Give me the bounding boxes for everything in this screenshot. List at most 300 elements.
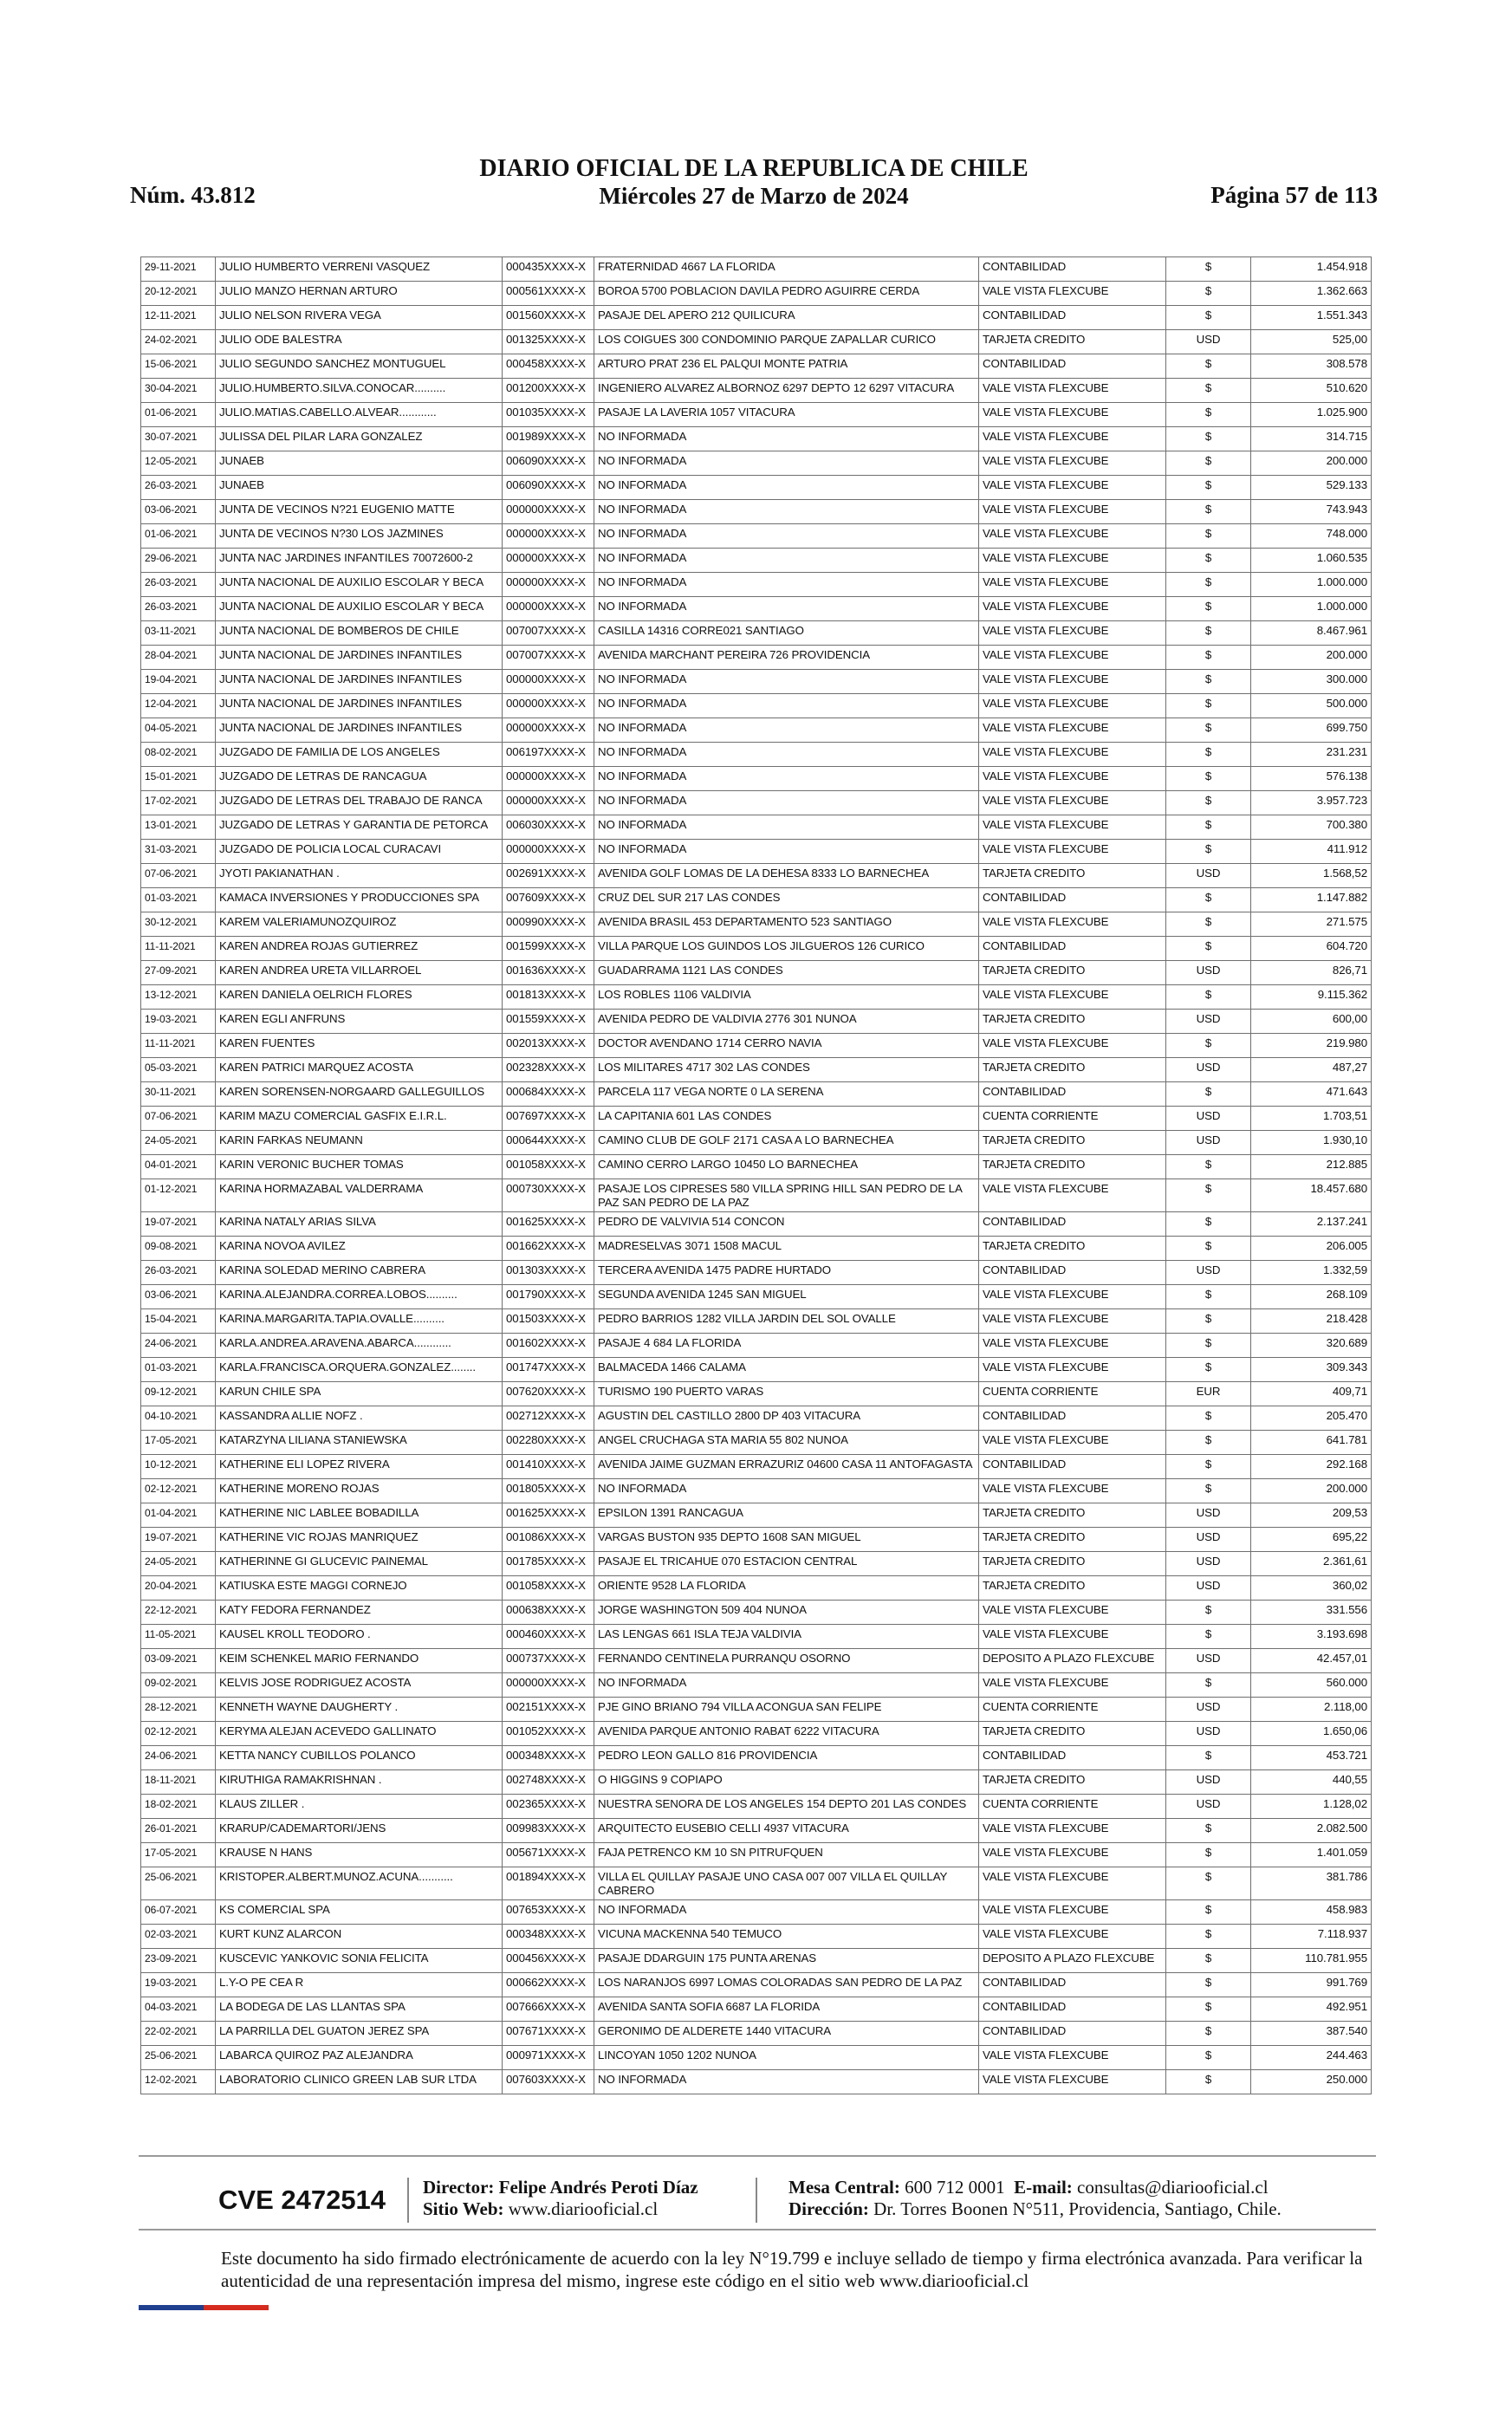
cell-date: 01-06-2021 — [141, 524, 216, 549]
cell-rut: 000000XXXX-X — [503, 573, 594, 597]
email-link[interactable]: consultas@diariooficial.cl — [1077, 2177, 1269, 2198]
cell-date: 10-12-2021 — [141, 1455, 216, 1479]
cell-rut: 000000XXXX-X — [503, 597, 594, 621]
cell-currency: $ — [1166, 524, 1251, 549]
cell-name: KARLA.ANDREA.ARAVENA.ABARCA............ — [216, 1334, 503, 1358]
cell-currency: $ — [1166, 1973, 1251, 1997]
cell-product: TARJETA CREDITO — [979, 1058, 1166, 1082]
cell-address: LINCOYAN 1050 1202 NUNOA — [594, 2046, 979, 2070]
cell-rut: 002691XXXX-X — [503, 864, 594, 888]
cell-currency: $ — [1166, 646, 1251, 670]
cell-product: CONTABILIDAD — [979, 1261, 1166, 1285]
cell-product: VALE VISTA FLEXCUBE — [979, 791, 1166, 815]
cell-rut: 000000XXXX-X — [503, 791, 594, 815]
cell-amount: 604.720 — [1251, 937, 1372, 961]
cell-address: NO INFORMADA — [594, 451, 979, 476]
cell-currency: $ — [1166, 840, 1251, 864]
cell-product: CONTABILIDAD — [979, 1406, 1166, 1431]
cell-product: VALE VISTA FLEXCUBE — [979, 1285, 1166, 1309]
cell-date: 05-03-2021 — [141, 1058, 216, 1082]
cell-date: 22-12-2021 — [141, 1601, 216, 1625]
contact-line: Mesa Central: 600 712 0001 E-mail: consultas@diariooficial.cl — [788, 2177, 1269, 2198]
table-row — [141, 912, 1372, 937]
cell-amount: 219.980 — [1251, 1034, 1372, 1058]
cell-date: 22-02-2021 — [141, 2022, 216, 2046]
cell-product: TARJETA CREDITO — [979, 1010, 1166, 1034]
cell-name: KAREN ANDREA URETA VILLARROEL — [216, 961, 503, 985]
cell-name: JUNTA NACIONAL DE JARDINES INFANTILES — [216, 718, 503, 743]
cell-product: TARJETA CREDITO — [979, 1503, 1166, 1528]
cell-name: JUNTA NACIONAL DE JARDINES INFANTILES — [216, 670, 503, 694]
cell-product: CONTABILIDAD — [979, 1082, 1166, 1107]
cell-date: 03-06-2021 — [141, 500, 216, 524]
cell-currency: $ — [1166, 549, 1251, 573]
cell-currency: $ — [1166, 1406, 1251, 1431]
website-line: Sitio Web: www.diariooficial.cl — [423, 2198, 659, 2219]
cell-amount: 695,22 — [1251, 1528, 1372, 1552]
cell-currency: USD — [1166, 1576, 1251, 1601]
page-header — [130, 156, 1378, 217]
table-row — [141, 694, 1372, 718]
table-row — [141, 767, 1372, 791]
cell-name: KRAUSE N HANS — [216, 1843, 503, 1867]
cell-amount: 381.786 — [1251, 1867, 1372, 1900]
cell-date: 01-12-2021 — [141, 1179, 216, 1212]
cell-rut: 007603XXXX-X — [503, 2070, 594, 2094]
cell-name: KAREN SORENSEN-NORGAARD GALLEGUILLOS — [216, 1082, 503, 1107]
cell-rut: 000000XXXX-X — [503, 767, 594, 791]
cell-date: 12-02-2021 — [141, 2070, 216, 2094]
cell-name: JULIO.MATIAS.CABELLO.ALVEAR............ — [216, 403, 503, 427]
cell-name: KARIN FARKAS NEUMANN — [216, 1131, 503, 1155]
cell-name: KURT KUNZ ALARCON — [216, 1925, 503, 1949]
cell-currency: USD — [1166, 1552, 1251, 1576]
cell-amount: 206.005 — [1251, 1237, 1372, 1261]
cell-address: NO INFORMADA — [594, 427, 979, 451]
cell-currency: $ — [1166, 1285, 1251, 1309]
cell-currency: $ — [1166, 791, 1251, 815]
cell-product: CONTABILIDAD — [979, 937, 1166, 961]
issue-number: Núm. 43.812 — [130, 182, 256, 208]
cell-amount: 576.138 — [1251, 767, 1372, 791]
table-row — [141, 985, 1372, 1010]
cell-rut: 001599XXXX-X — [503, 937, 594, 961]
cell-date: 04-01-2021 — [141, 1155, 216, 1179]
cell-address: NO INFORMADA — [594, 840, 979, 864]
table-row — [141, 646, 1372, 670]
cell-date: 02-12-2021 — [141, 1722, 216, 1746]
table-row — [141, 937, 1372, 961]
cell-name: JYOTI PAKIANATHAN . — [216, 864, 503, 888]
cell-rut: 002328XXXX-X — [503, 1058, 594, 1082]
cell-product: VALE VISTA FLEXCUBE — [979, 524, 1166, 549]
cell-address: FERNANDO CENTINELA PURRANQU OSORNO — [594, 1649, 979, 1673]
table-row — [141, 815, 1372, 840]
cell-name: KAUSEL KROLL TEODORO . — [216, 1625, 503, 1649]
cell-rut: 001625XXXX-X — [503, 1212, 594, 1237]
cell-product: VALE VISTA FLEXCUBE — [979, 621, 1166, 646]
cell-amount: 314.715 — [1251, 427, 1372, 451]
cell-product: TARJETA CREDITO — [979, 330, 1166, 354]
cell-currency: $ — [1166, 354, 1251, 379]
cell-address: VILLA PARQUE LOS GUINDOS LOS JILGUEROS 126 CURICO — [594, 937, 979, 961]
table-row — [141, 1795, 1372, 1819]
cell-name: KAREN FUENTES — [216, 1034, 503, 1058]
cell-date: 03-11-2021 — [141, 621, 216, 646]
cell-amount: 300.000 — [1251, 670, 1372, 694]
table-row — [141, 670, 1372, 694]
cell-currency: $ — [1166, 815, 1251, 840]
cell-amount: 200.000 — [1251, 1479, 1372, 1503]
cell-product: DEPOSITO A PLAZO FLEXCUBE — [979, 1949, 1166, 1973]
cell-currency: USD — [1166, 330, 1251, 354]
cell-address: AVENIDA SANTA SOFIA 6687 LA FLORIDA — [594, 1997, 979, 2022]
cell-date: 02-03-2021 — [141, 1925, 216, 1949]
cell-date: 04-05-2021 — [141, 718, 216, 743]
cell-name: JUZGADO DE LETRAS DE RANCAGUA — [216, 767, 503, 791]
cell-date: 20-04-2021 — [141, 1576, 216, 1601]
cell-name: JUZGADO DE FAMILIA DE LOS ANGELES — [216, 743, 503, 767]
table-row — [141, 476, 1372, 500]
cell-rut: 002013XXXX-X — [503, 1034, 594, 1058]
cell-amount: 3.957.723 — [1251, 791, 1372, 815]
cell-name: JUNAEB — [216, 451, 503, 476]
cell-address: AGUSTIN DEL CASTILLO 2800 DP 403 VITACURA — [594, 1406, 979, 1431]
cell-rut: 000000XXXX-X — [503, 694, 594, 718]
cell-date: 19-07-2021 — [141, 1212, 216, 1237]
cell-amount: 205.470 — [1251, 1406, 1372, 1431]
cell-date: 07-06-2021 — [141, 864, 216, 888]
cell-amount: 1.401.059 — [1251, 1843, 1372, 1867]
cell-address: NO INFORMADA — [594, 694, 979, 718]
cell-product: VALE VISTA FLEXCUBE — [979, 379, 1166, 403]
header-center — [130, 156, 1378, 210]
cell-rut: 001747XXXX-X — [503, 1358, 594, 1382]
cell-product: TARJETA CREDITO — [979, 1552, 1166, 1576]
cell-currency: $ — [1166, 937, 1251, 961]
cell-address: NO INFORMADA — [594, 767, 979, 791]
table-row — [141, 1746, 1372, 1770]
table-row — [141, 1212, 1372, 1237]
cell-date: 07-06-2021 — [141, 1107, 216, 1131]
cell-rut: 005671XXXX-X — [503, 1843, 594, 1867]
cell-product: VALE VISTA FLEXCUBE — [979, 451, 1166, 476]
table-row — [141, 1673, 1372, 1698]
cell-date: 26-03-2021 — [141, 476, 216, 500]
cell-currency: $ — [1166, 1601, 1251, 1625]
table-row — [141, 1261, 1372, 1285]
cell-currency: $ — [1166, 1479, 1251, 1503]
address-line: Dirección: Dr. Torres Boonen N°511, Providencia, Santiago, Chile. — [788, 2198, 1282, 2219]
cell-rut: 001662XXXX-X — [503, 1237, 594, 1261]
cell-product: VALE VISTA FLEXCUBE — [979, 549, 1166, 573]
table-row — [141, 282, 1372, 306]
cell-amount: 271.575 — [1251, 912, 1372, 937]
cell-currency: $ — [1166, 1212, 1251, 1237]
cell-address: ARQUITECTO EUSEBIO CELLI 4937 VITACURA — [594, 1819, 979, 1843]
table-row — [141, 379, 1372, 403]
cell-amount: 212.885 — [1251, 1155, 1372, 1179]
cell-product: VALE VISTA FLEXCUBE — [979, 1309, 1166, 1334]
cell-date: 09-08-2021 — [141, 1237, 216, 1261]
cell-product: VALE VISTA FLEXCUBE — [979, 476, 1166, 500]
cell-date: 06-07-2021 — [141, 1900, 216, 1925]
cell-name: KAMACA INVERSIONES Y PRODUCCIONES SPA — [216, 888, 503, 912]
cell-address: NO INFORMADA — [594, 718, 979, 743]
cell-rut: 000638XXXX-X — [503, 1601, 594, 1625]
table-row — [141, 1819, 1372, 1843]
cell-currency: $ — [1166, 1925, 1251, 1949]
cell-product: VALE VISTA FLEXCUBE — [979, 1601, 1166, 1625]
cell-rut: 001503XXXX-X — [503, 1309, 594, 1334]
cell-address: NO INFORMADA — [594, 815, 979, 840]
table-row — [141, 1406, 1372, 1431]
cell-amount: 487,27 — [1251, 1058, 1372, 1082]
cell-product: VALE VISTA FLEXCUBE — [979, 1334, 1166, 1358]
cell-rut: 000644XXXX-X — [503, 1131, 594, 1155]
cell-name: JUZGADO DE LETRAS DEL TRABAJO DE RANCA — [216, 791, 503, 815]
cell-date: 28-12-2021 — [141, 1698, 216, 1722]
cell-name: KENNETH WAYNE DAUGHERTY . — [216, 1698, 503, 1722]
cell-rut: 000000XXXX-X — [503, 524, 594, 549]
cell-product: VALE VISTA FLEXCUBE — [979, 1179, 1166, 1212]
cell-product: TARJETA CREDITO — [979, 961, 1166, 985]
cell-amount: 1.930,10 — [1251, 1131, 1372, 1155]
cell-rut: 007007XXXX-X — [503, 646, 594, 670]
cell-name: JUNTA DE VECINOS N?30 LOS JAZMINES — [216, 524, 503, 549]
cell-currency: USD — [1166, 1131, 1251, 1155]
table-row — [141, 961, 1372, 985]
cell-address: NO INFORMADA — [594, 1479, 979, 1503]
cell-address: AVENIDA PARQUE ANTONIO RABAT 6222 VITACURA — [594, 1722, 979, 1746]
cell-amount: 1.060.535 — [1251, 549, 1372, 573]
cell-address: ARTURO PRAT 236 EL PALQUI MONTE PATRIA — [594, 354, 979, 379]
table-row — [141, 1698, 1372, 1722]
cell-currency: $ — [1166, 2046, 1251, 2070]
cell-address: JORGE WASHINGTON 509 404 NUNOA — [594, 1601, 979, 1625]
cell-currency: $ — [1166, 1867, 1251, 1900]
cell-date: 29-11-2021 — [141, 257, 216, 282]
cell-currency: $ — [1166, 1431, 1251, 1455]
cell-date: 24-06-2021 — [141, 1746, 216, 1770]
table-row — [141, 1131, 1372, 1155]
cell-date: 09-12-2021 — [141, 1382, 216, 1406]
cell-rut: 002748XXXX-X — [503, 1770, 594, 1795]
cell-date: 24-05-2021 — [141, 1552, 216, 1576]
cell-name: KAREN DANIELA OELRICH FLORES — [216, 985, 503, 1010]
website-link[interactable]: www.diariooficial.cl — [508, 2198, 659, 2219]
cell-address: PARCELA 117 VEGA NORTE 0 LA SERENA — [594, 1082, 979, 1107]
cell-product: TARJETA CREDITO — [979, 864, 1166, 888]
cell-amount: 18.457.680 — [1251, 1179, 1372, 1212]
cell-name: KASSANDRA ALLIE NOFZ . — [216, 1406, 503, 1431]
table-row — [141, 888, 1372, 912]
cell-rut: 007620XXXX-X — [503, 1382, 594, 1406]
cell-date: 26-01-2021 — [141, 1819, 216, 1843]
table-row — [141, 1309, 1372, 1334]
cell-address: GERONIMO DE ALDERETE 1440 VITACURA — [594, 2022, 979, 2046]
cell-amount: 458.983 — [1251, 1900, 1372, 1925]
cell-product: VALE VISTA FLEXCUBE — [979, 1625, 1166, 1649]
cell-currency: $ — [1166, 500, 1251, 524]
cell-name: KARINA HORMAZABAL VALDERRAMA — [216, 1179, 503, 1212]
cell-date: 27-09-2021 — [141, 961, 216, 985]
cell-currency: $ — [1166, 912, 1251, 937]
cell-amount: 42.457,01 — [1251, 1649, 1372, 1673]
table-row — [141, 2070, 1372, 2094]
cell-address: PEDRO DE VALVIVIA 514 CONCON — [594, 1212, 979, 1237]
cell-address: LOS NARANJOS 6997 LOMAS COLORADAS SAN PEDRO DE LA PAZ — [594, 1973, 979, 1997]
cell-address: PEDRO LEON GALLO 816 PROVIDENCIA — [594, 1746, 979, 1770]
table-row — [141, 306, 1372, 330]
cell-product: CONTABILIDAD — [979, 1746, 1166, 1770]
cell-currency: $ — [1166, 1673, 1251, 1698]
table-row — [141, 1552, 1372, 1576]
cell-product: VALE VISTA FLEXCUBE — [979, 597, 1166, 621]
cell-amount: 1.147.882 — [1251, 888, 1372, 912]
cell-rut: 007666XXXX-X — [503, 1997, 594, 2022]
cell-name: JUNTA NACIONAL DE JARDINES INFANTILES — [216, 646, 503, 670]
cell-address: LA CAPITANIA 601 LAS CONDES — [594, 1107, 979, 1131]
cell-name: JUZGADO DE LETRAS Y GARANTIA DE PETORCA — [216, 815, 503, 840]
cell-name: KUSCEVIC YANKOVIC SONIA FELICITA — [216, 1949, 503, 1973]
cell-name: KIRUTHIGA RAMAKRISHNAN . — [216, 1770, 503, 1795]
cell-amount: 699.750 — [1251, 718, 1372, 743]
cell-currency: $ — [1166, 257, 1251, 282]
cell-currency: $ — [1166, 597, 1251, 621]
cell-date: 24-06-2021 — [141, 1334, 216, 1358]
cell-amount: 1.000.000 — [1251, 573, 1372, 597]
cell-address: VARGAS BUSTON 935 DEPTO 1608 SAN MIGUEL — [594, 1528, 979, 1552]
cell-rut: 007609XXXX-X — [503, 888, 594, 912]
cell-amount: 200.000 — [1251, 646, 1372, 670]
cell-date: 12-11-2021 — [141, 306, 216, 330]
cell-product: VALE VISTA FLEXCUBE — [979, 1673, 1166, 1698]
cve-code: CVE 2472514 — [218, 2185, 386, 2215]
cell-address: NO INFORMADA — [594, 743, 979, 767]
cell-amount: 360,02 — [1251, 1576, 1372, 1601]
cell-date: 29-06-2021 — [141, 549, 216, 573]
cell-rut: 002712XXXX-X — [503, 1406, 594, 1431]
cell-product: DEPOSITO A PLAZO FLEXCUBE — [979, 1649, 1166, 1673]
cell-name: LA PARRILLA DEL GUATON JEREZ SPA — [216, 2022, 503, 2046]
cell-name: JUNTA NACIONAL DE AUXILIO ESCOLAR Y BECA — [216, 573, 503, 597]
cell-amount: 1.362.663 — [1251, 282, 1372, 306]
cell-currency: $ — [1166, 2070, 1251, 2094]
cell-product: CUENTA CORRIENTE — [979, 1382, 1166, 1406]
cell-currency: $ — [1166, 1309, 1251, 1334]
cell-product: VALE VISTA FLEXCUBE — [979, 1358, 1166, 1382]
cell-amount: 1.568,52 — [1251, 864, 1372, 888]
cell-date: 02-12-2021 — [141, 1479, 216, 1503]
cell-address: SEGUNDA AVENIDA 1245 SAN MIGUEL — [594, 1285, 979, 1309]
cell-amount: 1.000.000 — [1251, 597, 1372, 621]
cell-product: VALE VISTA FLEXCUBE — [979, 1479, 1166, 1503]
cell-amount: 560.000 — [1251, 1673, 1372, 1698]
cell-address: PASAJE EL TRICAHUE 070 ESTACION CENTRAL — [594, 1552, 979, 1576]
cell-product: VALE VISTA FLEXCUBE — [979, 815, 1166, 840]
cell-name: JUNTA NACIONAL DE JARDINES INFANTILES — [216, 694, 503, 718]
cell-address: LOS COIGUES 300 CONDOMINIO PARQUE ZAPALLAR CURICO — [594, 330, 979, 354]
cell-amount: 1.703,51 — [1251, 1107, 1372, 1131]
table-row — [141, 1949, 1372, 1973]
table-row — [141, 1455, 1372, 1479]
cell-date: 30-11-2021 — [141, 1082, 216, 1107]
cell-product: VALE VISTA FLEXCUBE — [979, 2046, 1166, 2070]
cell-amount: 510.620 — [1251, 379, 1372, 403]
cell-name: JUNTA NACIONAL DE AUXILIO ESCOLAR Y BECA — [216, 597, 503, 621]
cell-date: 24-02-2021 — [141, 330, 216, 354]
cell-currency: $ — [1166, 888, 1251, 912]
cell-currency: $ — [1166, 743, 1251, 767]
cell-product: TARJETA CREDITO — [979, 1722, 1166, 1746]
cell-amount: 268.109 — [1251, 1285, 1372, 1309]
table-row — [141, 597, 1372, 621]
cell-rut: 000000XXXX-X — [503, 840, 594, 864]
cell-currency: USD — [1166, 1503, 1251, 1528]
cell-currency: $ — [1166, 1819, 1251, 1843]
cell-name: KARIM MAZU COMERCIAL GASFIX E.I.R.L. — [216, 1107, 503, 1131]
cell-rut: 000662XXXX-X — [503, 1973, 594, 1997]
cell-currency: USD — [1166, 1261, 1251, 1285]
cell-name: KLAUS ZILLER . — [216, 1795, 503, 1819]
table-row — [141, 1179, 1372, 1212]
cell-name: KARINA.MARGARITA.TAPIA.OVALLE.......... — [216, 1309, 503, 1334]
cell-product: VALE VISTA FLEXCUBE — [979, 282, 1166, 306]
cell-currency: USD — [1166, 961, 1251, 985]
cell-rut: 000737XXXX-X — [503, 1649, 594, 1673]
cell-product: CONTABILIDAD — [979, 1455, 1166, 1479]
cell-currency: USD — [1166, 1722, 1251, 1746]
cell-address: DOCTOR AVENDANO 1714 CERRO NAVIA — [594, 1034, 979, 1058]
table-row — [141, 1503, 1372, 1528]
cell-name: L.Y-O PE CEA R — [216, 1973, 503, 1997]
table-row — [141, 1973, 1372, 1997]
table-row — [141, 1900, 1372, 1925]
cell-currency: $ — [1166, 282, 1251, 306]
cell-currency: $ — [1166, 1997, 1251, 2022]
cell-name: KARINA.ALEJANDRA.CORREA.LOBOS.......... — [216, 1285, 503, 1309]
table-row — [141, 1431, 1372, 1455]
cell-amount: 1.454.918 — [1251, 257, 1372, 282]
table-row — [141, 840, 1372, 864]
cell-rut: 001625XXXX-X — [503, 1503, 594, 1528]
table-row — [141, 718, 1372, 743]
cell-rut: 001785XXXX-X — [503, 1552, 594, 1576]
cell-rut: 001200XXXX-X — [503, 379, 594, 403]
cell-rut: 001410XXXX-X — [503, 1455, 594, 1479]
cell-rut: 002151XXXX-X — [503, 1698, 594, 1722]
table-row — [141, 1625, 1372, 1649]
cell-currency: $ — [1166, 1358, 1251, 1382]
cell-product: CONTABILIDAD — [979, 1212, 1166, 1237]
table-row — [141, 1770, 1372, 1795]
cell-address: NO INFORMADA — [594, 500, 979, 524]
cell-address: NO INFORMADA — [594, 670, 979, 694]
cell-name: KARLA.FRANCISCA.ORQUERA.GONZALEZ........ — [216, 1358, 503, 1382]
cell-amount: 700.380 — [1251, 815, 1372, 840]
cell-address: PJE GINO BRIANO 794 VILLA ACONGUA SAN FELIPE — [594, 1698, 979, 1722]
cell-currency: $ — [1166, 427, 1251, 451]
cell-currency: USD — [1166, 1770, 1251, 1795]
cell-currency: $ — [1166, 1900, 1251, 1925]
cell-name: KS COMERCIAL SPA — [216, 1900, 503, 1925]
table-row — [141, 1867, 1372, 1900]
cell-amount: 292.168 — [1251, 1455, 1372, 1479]
table-row — [141, 354, 1372, 379]
table-row — [141, 1334, 1372, 1358]
cell-currency: USD — [1166, 1649, 1251, 1673]
